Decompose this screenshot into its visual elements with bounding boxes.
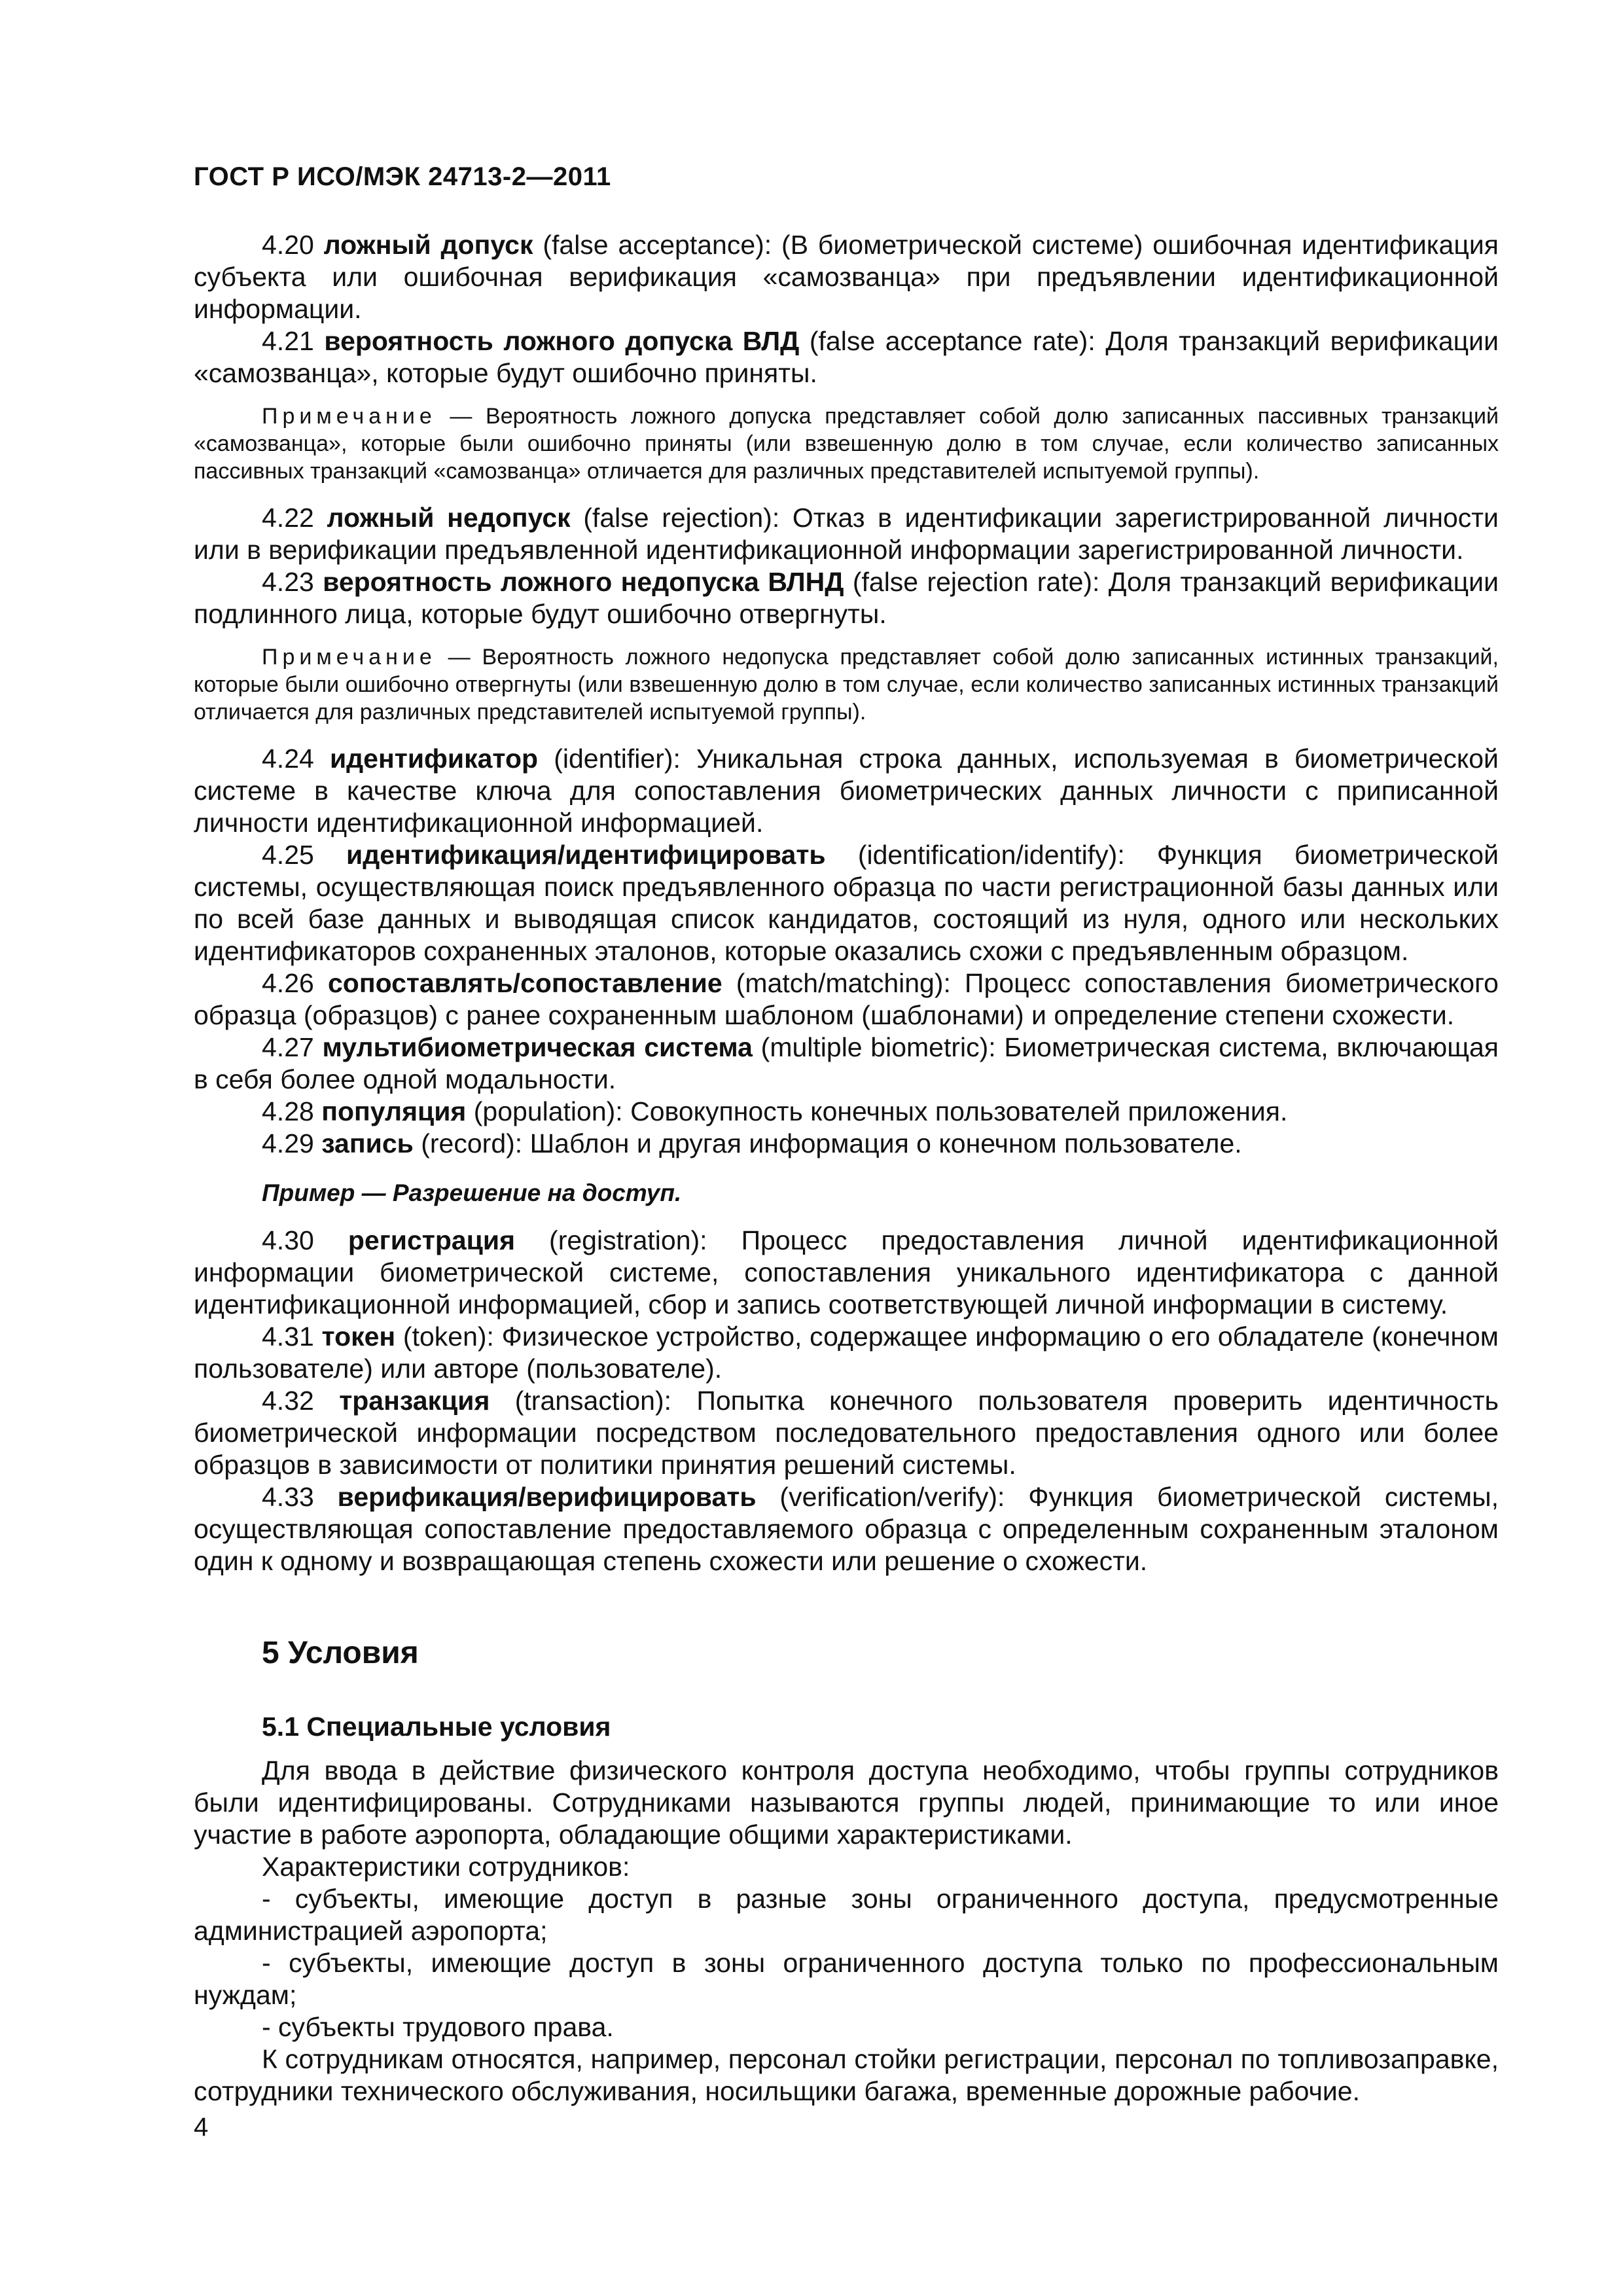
term-name: запись [321,1128,414,1158]
term-entry: 4.23 вероятность ложного недопуска ВЛНД (false rejection rate): Доля транзакций верификации подлинного лица, которые будут ошибочно отвергнуты. [194,567,1499,629]
term-name: ложный недопуск [327,503,571,533]
note-label: Примечание [262,645,437,670]
term-name: популяция [321,1096,467,1126]
term-name: верификация/верифицировать [337,1482,757,1512]
document-header: ГОСТ Р ИСО/МЭК 24713-2—2011 [194,162,611,191]
terms-group-a [194,229,1499,389]
term-entry: 4.30 регистрация (registration): Процесс предоставления личной идентификационной информации биометрической системе, сопоставления уникального идентификатора с данной идентификационной информацией, сбор и запись соответствующей личной информации в систему. [194,1225,1499,1319]
term-name: вероятность ложного допуска ВЛД [324,326,800,356]
list-item: - субъекты, имеющие доступ в зоны ограниченного доступа только по профессиональным нуждам; [194,1948,1499,2010]
term-name: вероятность ложного недопуска ВЛНД [323,567,844,597]
note-paragraph: Примечание — Вероятность ложного недопуска представляет собой долю записанных истинных транзакций, которые были ошибочно отвергнуты (или взвешенную долю в том случае, если количество записанных истинных транзакций отличается для различных представителей испытуемой группы). [194,645,1499,725]
page-number: 4 [194,2113,209,2142]
body-paragraph: Для ввода в действие физического контроля доступа необходимо, чтобы группы сотрудников были идентифицированы. Сотрудниками называются группы людей, принимающие то или иное участие в работе аэропорта, обладающие общими характеристиками. [194,1755,1499,1850]
term-entry: 4.33 верификация/верифицировать (verification/verify): Функция биометрической системы, осуществляющая сопоставление предоставляемого образца с определенным сохраненным эталоном один к одному и возвращающая степень схожести или решение о схожести. [194,1482,1499,1576]
note-paragraph: Примечание — Вероятность ложного допуска представляет собой долю записанных пассивных транзакций «самозванца», которые были ошибочно приняты (или взвешенную долю в том случае, если количество записанных пассивных транзакций «самозванца» отличается для различных представителей испытуемой группы). [194,404,1499,484]
term-entry: 4.24 идентификатор (identifier): Уникальная строка данных, используемая в биометрической системе в качестве ключа для сопоставления биометрических данных личности с приписанной личности идентификационной информацией. [194,744,1499,838]
term-name: ложный допуск [323,230,533,260]
term-name: транзакция [339,1386,490,1416]
term-entry: 4.20 ложный допуск (false acceptance): (В биометрической системе) ошибочная идентификация субъекта или ошибочная верификация «самозванца» при предъявлении идентификационной информации. [194,230,1499,324]
term-entry: 4.22 ложный недопуск (false rejection): Отказ в идентификации зарегистрированной личности или в верификации предъявленной идентификационной информации зарегистрированной личности. [194,503,1499,565]
body-paragraph: Характеристики сотрудников: [262,1852,630,1882]
term-name: токен [321,1321,396,1352]
terms-group-c [194,743,1499,1160]
subsection-title: 5.1 Специальные условия [262,1712,611,1742]
list-item: - субъекты, имеющие доступ в разные зоны ограниченного доступа, предусмотренные администрацией аэропорта; [194,1884,1499,1946]
section-title: 5 Условия [262,1636,419,1670]
note-label: Примечание [262,404,437,429]
terms-group-d [194,1225,1499,1577]
body-paragraph: К сотрудникам относятся, например, персонал стойки регистрации, персонал по топливозаправке, сотрудники технического обслуживания, носильщики багажа, временные дорожные рабочие. [194,2044,1499,2106]
term-entry: 4.31 токен (token): Физическое устройство, содержащее информацию о его обладателе (конечном пользователе) или авторе (пользователе). [194,1321,1499,1384]
terms-group-b [194,502,1499,630]
term-name: сопоставлять/сопоставление [327,968,722,998]
term-name: мультибиометрическая система [322,1032,753,1062]
example-line: Пример — Разрешение на доступ. [262,1179,682,1206]
term-entry: 4.28 популяция (population): Совокупность конечных пользователей приложения. [262,1096,1288,1126]
term-entry: 4.25 идентификация/идентифицировать (identification/identify): Функция биометрической системы, осуществляющая поиск предъявленного образца по части регистрационной базы данных или по всей базе данных и выводящая список кандидатов, состоящий из нуля, одного или нескольких идентификаторов сохраненных эталонов, которые оказались схожи с предъявленным образцом. [194,840,1499,966]
term-name: идентификатор [329,744,539,774]
term-entry: 4.32 транзакция (transaction): Попытка конечного пользователя проверить идентичность биометрической информации посредством последовательного предоставления одного или более образцов в зависимости от политики принятия решений системы. [194,1386,1499,1480]
term-name: идентификация/идентифицировать [346,840,826,870]
section-body [194,1755,1499,2108]
term-entry: 4.21 вероятность ложного допуска ВЛД (false acceptance rate): Доля транзакций верификации «самозванца», которые будут ошибочно приняты. [194,326,1499,388]
term-entry: 4.27 мультибиометрическая система (multiple biometric): Биометрическая система, включающая в себя более одной модальности. [194,1032,1499,1094]
term-entry: 4.26 сопоставлять/сопоставление (match/matching): Процесс сопоставления биометрического образца (образцов) с ранее сохраненным шаблоном (шаблонами) и определение степени схожести. [194,968,1499,1030]
list-item: - субъекты трудового права. [262,2012,614,2042]
page-body [194,229,1499,2108]
term-name: регистрация [348,1225,516,1255]
term-entry: 4.29 запись (record): Шаблон и другая информация о конечном пользователе. [262,1128,1242,1158]
